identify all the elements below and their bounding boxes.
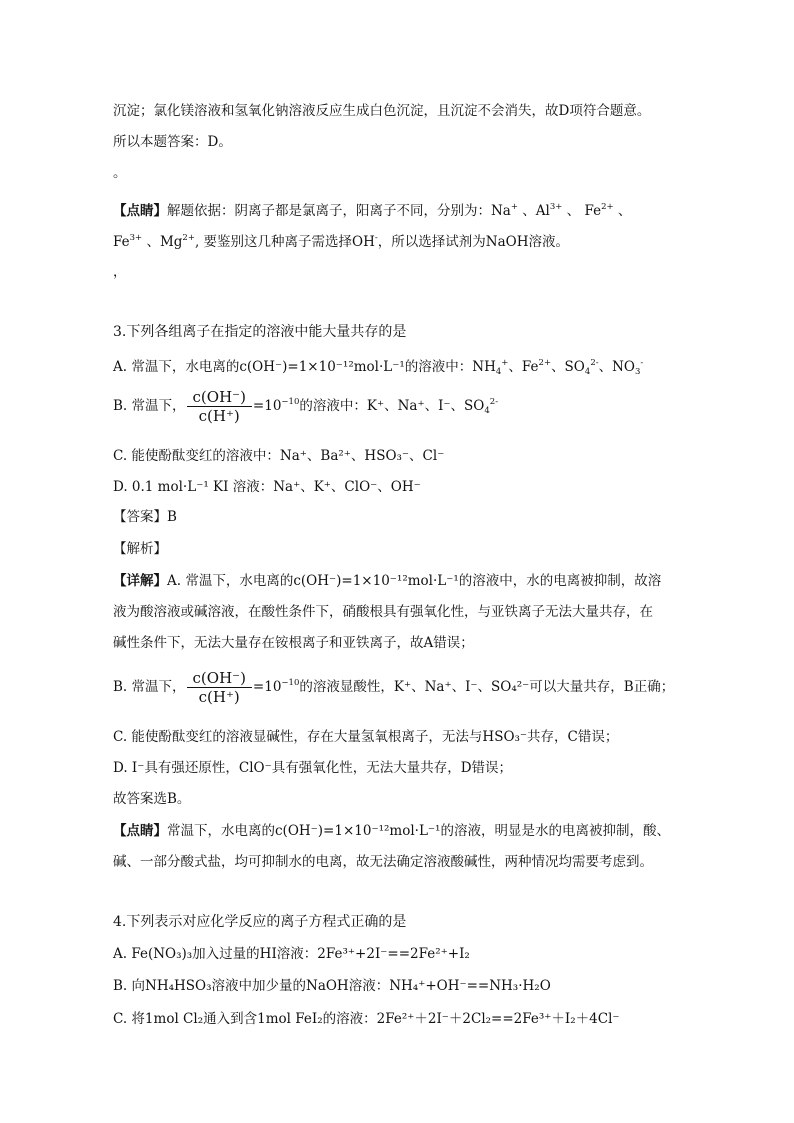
tip-line bbox=[113, 197, 631, 221]
sub: 3 bbox=[634, 367, 641, 377]
text-span: A. 常温下，水电离的c(OH⁻)=1×10⁻¹²mol·L⁻¹的溶液中：NH bbox=[113, 359, 496, 375]
text-span: 解题依据：阴离子都是氯离子，阳离子不同，分别为：Na bbox=[167, 203, 511, 219]
option-b bbox=[113, 388, 498, 425]
text-line: ， bbox=[113, 264, 127, 280]
option-a bbox=[113, 353, 643, 382]
detail-line: D. I⁻具有强还原性，ClO⁻具有强氧化性，无法大量共存，D错误； bbox=[113, 760, 513, 776]
text-span: , 要鉴别这几种离子需选择OH bbox=[194, 234, 375, 250]
charge-sup: - bbox=[640, 358, 644, 368]
fraction bbox=[187, 388, 252, 425]
text-span: 、Fe bbox=[508, 359, 539, 375]
detail-line: 碱性条件下，无法大量存在铵根离子和亚铁离子，故A错误； bbox=[113, 635, 474, 651]
charge-sup: 3+ bbox=[129, 233, 143, 243]
fraction-denominator: c(H⁺) bbox=[198, 688, 240, 706]
text-line: 。 bbox=[113, 165, 127, 181]
tip-tag: 【点睛】 bbox=[113, 823, 167, 839]
option-d: D. 0.1 mol·L⁻¹ KI 溶液：Na⁺、K⁺、ClO⁻、OH⁻ bbox=[113, 479, 421, 495]
charge-sup: 2+ bbox=[538, 358, 552, 368]
text-span: B. 常温下， bbox=[113, 679, 186, 695]
detail-b-line bbox=[113, 669, 674, 706]
text-span: 、SO bbox=[551, 359, 585, 375]
text-span: ，所以选择试剂为NaOH溶液。 bbox=[377, 234, 569, 250]
text-span: Fe bbox=[113, 234, 130, 250]
sub: 4 bbox=[495, 367, 502, 377]
exponent-sup: −10 bbox=[281, 397, 300, 407]
detail-line bbox=[113, 571, 661, 591]
charge-sup: + bbox=[510, 202, 518, 212]
sub: 4 bbox=[484, 406, 490, 416]
text-span: 的溶液显酸性，K⁺、Na⁺、I⁻、SO₄²⁻可以大量共存，B正确； bbox=[299, 679, 675, 695]
text-line: 所以本题答案：D。 bbox=[113, 134, 232, 150]
fraction bbox=[187, 669, 252, 706]
question-3-title: 3.下列各组离子在指定的溶液中能大量共存的是 bbox=[113, 324, 407, 340]
text-line bbox=[113, 228, 569, 252]
text-span: 、NO bbox=[598, 359, 635, 375]
charge-sup: + bbox=[501, 358, 509, 368]
detail-line: 液为酸溶液或碱溶液，在酸性条件下，硝酸根具有强氧化性，与亚铁离子无法大量共存，在 bbox=[113, 604, 653, 620]
charge-sup: 2+ bbox=[182, 233, 195, 243]
charge-sup: 3+ bbox=[549, 202, 563, 212]
question-4-title: 4.下列表示对应化学反应的离子方程式正确的是 bbox=[113, 914, 407, 930]
option-a: A. Fe(NO₃)₃加入过量的HI溶液：2Fe³⁺+2I⁻==2Fe²⁺+I₂ bbox=[113, 946, 470, 962]
charge-sup: 2+ bbox=[601, 202, 614, 212]
charge-sup: 2- bbox=[489, 397, 499, 407]
charge-sup: - bbox=[374, 233, 378, 243]
tip-line: 碱、一部分酸式盐，均可抑制水的电离，故无法确定溶液酸碱性，两种情况均需要考虑到。 bbox=[113, 854, 653, 870]
tip-tag: 【点睛】 bbox=[113, 203, 167, 219]
fraction-numerator: c(OH⁻) bbox=[187, 669, 252, 688]
text-span: =10 bbox=[252, 679, 282, 695]
text-line: 沉淀；氯化镁溶液和氢氧化钠溶液反应生成白色沉淀，且沉淀不会消失，故D项符合题意。 bbox=[113, 103, 651, 119]
tip-line bbox=[113, 821, 670, 841]
text-span: 、 bbox=[613, 203, 632, 219]
option-c: C. 将1mol Cl₂通入到含1mol FeI₂的溶液：2Fe²⁺＋2I⁻＋2Cl₂==2Fe³⁺＋I₂＋4Cl⁻ bbox=[113, 1011, 620, 1027]
detail-line: C. 能使酚酞变红的溶液显碱性，存在大量氢氧根离子，无法与HSO₃⁻共存，C错误； bbox=[113, 729, 619, 745]
option-c: C. 能使酚酞变红的溶液中：Na⁺、Ba²⁺、HSO₃⁻、Cl⁻ bbox=[113, 448, 445, 464]
text-span: 、Mg bbox=[142, 234, 183, 250]
text-span: 常温下，水电离的c(OH⁻)=1×10⁻¹²mol·L⁻¹的溶液，明显是水的电离被抑制，酸、 bbox=[167, 823, 670, 839]
detail-line: 故答案选B。 bbox=[113, 791, 191, 807]
exponent-sup: −10 bbox=[281, 678, 300, 688]
text-span: A. 常温下，水电离的c(OH⁻)=1×10⁻¹²mol·L⁻¹的溶液中，水的电离被抑制，故溶 bbox=[167, 573, 662, 589]
text-span: 、 Fe bbox=[562, 203, 602, 219]
sub: 4 bbox=[584, 367, 591, 377]
answer-line: 【答案】B bbox=[113, 509, 177, 525]
text-span: B. 常温下， bbox=[113, 398, 186, 414]
fraction-denominator: c(H⁺) bbox=[198, 407, 240, 425]
text-span: =10 bbox=[252, 398, 282, 414]
fraction-numerator: c(OH⁻) bbox=[187, 388, 252, 407]
text-span: 、Al bbox=[518, 203, 550, 219]
charge-sup: 2- bbox=[590, 358, 599, 368]
text-span: 的溶液中：K⁺、Na⁺、I⁻、SO bbox=[299, 398, 485, 414]
detail-tag: 【详解】 bbox=[113, 573, 167, 589]
option-b: B. 向NH₄HSO₃溶液中加少量的NaOH溶液：NH₄⁺+OH⁻==NH₃·H₂O bbox=[113, 978, 551, 994]
analysis-heading: 【解析】 bbox=[113, 541, 167, 557]
